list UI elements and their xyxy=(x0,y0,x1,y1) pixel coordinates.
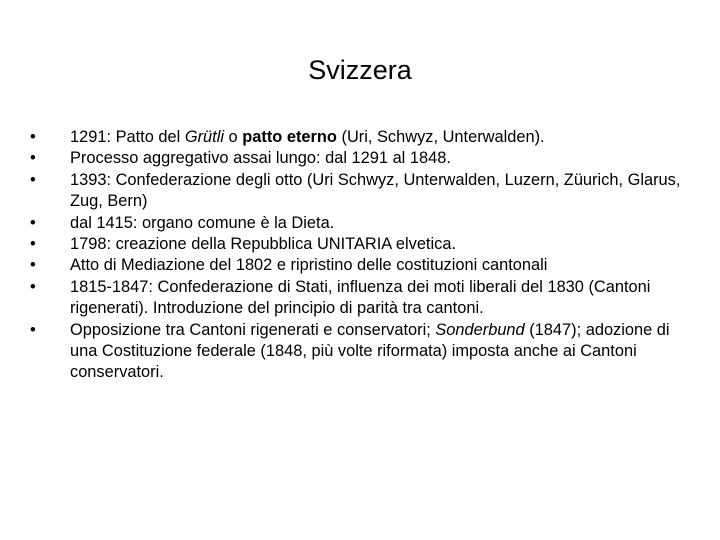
bullet-item-8 xyxy=(30,320,690,384)
bullet-text xyxy=(70,320,690,384)
bullet-item-4 xyxy=(30,213,690,234)
bullet-marker: • xyxy=(30,213,36,232)
bullet-text: Processo aggregativo assai lungo: dal 1291 al 1848. xyxy=(70,149,451,168)
bullet-item-2 xyxy=(30,148,690,169)
bullet-text-post: (1847); adozione di una Costituzione federale (1848, più volte riformata) imposta anche ai Cantoni conservatori. xyxy=(70,320,670,382)
bullet-text: 1393: Confederazione degli otto (Uri Schwyz, Unterwalden, Luzern, Züurich, Glarus, Zug, Bern) xyxy=(70,170,681,211)
bullet-item-7 xyxy=(30,277,690,320)
bullet-marker: • xyxy=(30,320,36,339)
bullet-text-pre: 1291: Patto del xyxy=(70,128,185,146)
bullet-text: Atto di Mediazione del 1802 e ripristino delle costituzioni cantonali xyxy=(70,256,548,275)
bullet-text-italic: Grütli xyxy=(184,128,224,146)
bullet-item-1 xyxy=(30,127,690,148)
slide-title: Svizzera xyxy=(308,55,412,85)
bullet-text-post: (Uri, Schwyz, Unterwalden). xyxy=(336,128,545,146)
bullet-text: 1815-1847: Confederazione di Stati, influenza dei moti liberali del 1830 (Cantoni rigenerati). Introduzione del principio di parità tra cantoni. xyxy=(70,277,651,318)
bullet-marker: • xyxy=(30,235,36,254)
bullet-marker: • xyxy=(30,128,36,146)
bullet-text xyxy=(70,127,690,148)
bullet-marker: • xyxy=(30,256,36,275)
bullet-item-5 xyxy=(30,234,690,255)
bullet-marker: • xyxy=(30,277,36,296)
bullet-text-mid: o xyxy=(224,128,243,146)
bullet-list xyxy=(30,127,690,384)
bullet-text-italic: Sonderbund xyxy=(435,320,525,339)
bullet-text: 1798: creazione della Repubblica UNITARIA elvetica. xyxy=(70,235,456,254)
bullet-item-3 xyxy=(30,170,690,213)
bullet-item-6 xyxy=(30,255,690,276)
bullet-marker: • xyxy=(30,170,36,189)
bullet-text-pre: Opposizione tra Cantoni rigenerati e conservatori; xyxy=(70,320,436,339)
bullet-text-bold: patto eterno xyxy=(242,128,337,146)
bullet-marker: • xyxy=(30,149,36,168)
bullet-text: dal 1415: organo comune è la Dieta. xyxy=(70,213,335,232)
